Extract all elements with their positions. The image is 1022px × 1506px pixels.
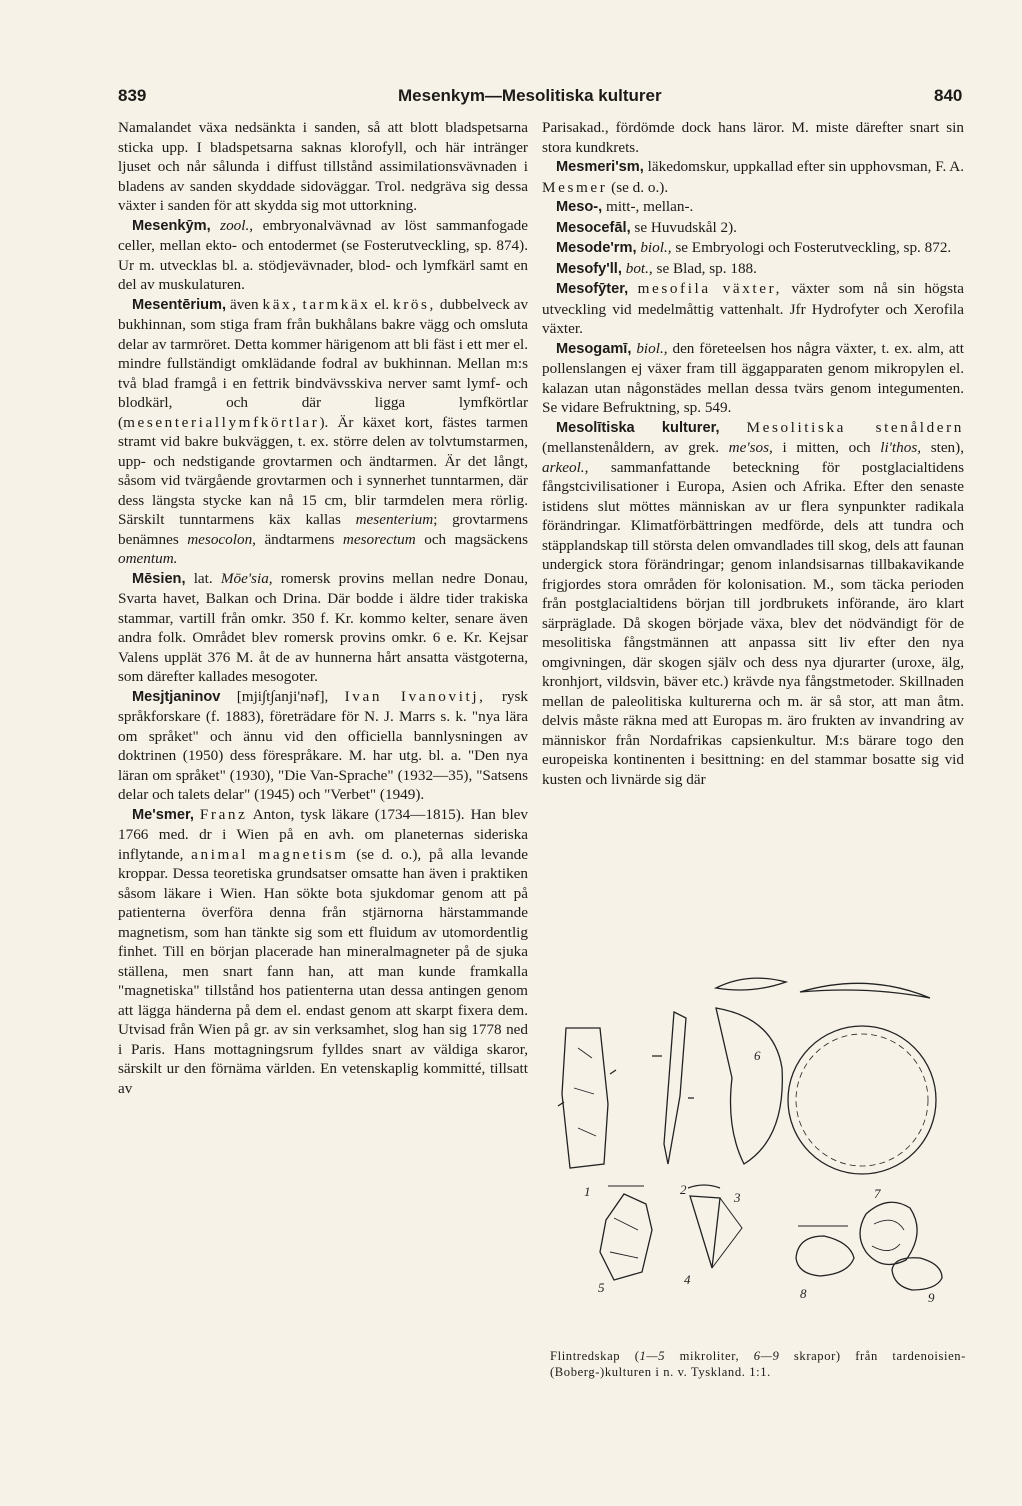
headword: Mesjtjaninov (132, 688, 221, 705)
running-title: Mesenkym—Mesolitiska kulturer (398, 86, 662, 105)
entry-mesenkym (118, 216, 528, 295)
field-tag: biol., (640, 239, 672, 256)
headword: Mesmeri'sm, (556, 159, 644, 175)
headword: Me'smer, (132, 806, 194, 823)
figure-label-2: 2 (680, 1182, 687, 1197)
entry-mesmer (118, 805, 528, 1099)
caption-italic: 1—5 (639, 1349, 666, 1363)
spaced-term: Ivan Ivanovitj, (344, 687, 486, 705)
figure-label-1: 1 (584, 1184, 591, 1199)
entry-mesoderm (542, 238, 964, 259)
italic-term: arkeol., (542, 458, 589, 476)
entry-mesocefal (542, 218, 964, 239)
figure-label-7: 7 (874, 1186, 881, 1201)
entry-mesofyter (542, 279, 964, 339)
flint-tools-figure (548, 968, 968, 1304)
entry-text: mitt-, mellan-. (606, 198, 694, 215)
entry-text: i mitten, och (782, 439, 871, 456)
headword: Mēsien, (132, 570, 186, 587)
entry-continuation: Parisakad., fördömde dock hans läror. M. miste därefter snart sin stora kundkrets. (542, 119, 964, 156)
headword: Mesofy'll, (556, 260, 622, 277)
italic-term: mesorectum (342, 530, 416, 548)
tool-8-drawing (796, 1236, 854, 1276)
headword: Meso-, (556, 199, 603, 215)
entry-text: läkedomskur, uppkallad efter sin upphovsman, F. A. (647, 158, 965, 175)
italic-term: me'sos, (728, 439, 773, 456)
caption-text: mikroliter, (665, 1349, 754, 1363)
entry-mesien (118, 569, 528, 687)
entry-meso (542, 197, 964, 218)
entry-text: romersk provins mellan nedre Donau, Svarta havet, Balkan och Drina. Där bodde i äldre tider trakiska stammar, vartill från omkr. 350 f. Kr. kommo kelter, senare även andra folk. Området blev romersk provins omkr. 6 e. Kr. Kejsar Valens upplät 376 M. åt de av hunnerna hårt ansatta västgoterna, som därefter kallades mesogoter. (118, 569, 529, 685)
headword: Mesofȳter, (556, 281, 629, 297)
italic-term: mesenterium (355, 511, 434, 528)
entry-text: , ändtarmens (252, 530, 335, 548)
entry-text: och magsäckens (424, 530, 528, 548)
entry-text: (se d. o.). (611, 178, 669, 196)
tool-5-drawing (600, 1194, 652, 1280)
section-lines-drawing (608, 1186, 848, 1226)
spaced-term: käx, (262, 295, 299, 313)
tool-7-retouch-drawing (872, 1220, 904, 1250)
entry-text: (se d. o.), på alla levande kroppar. Dessa teoretiska grundsatser omsatte han även i praktiken såsom läkare i Wien. Han sökte bota sjukdomar genom att på patienterna överföra denna från stjärnorna härstammande magnetism, som han tänkte sig som ett fluidum av utomordentlig finhet. Till en början placerade han mineralmagneter på de sjuka ställena, men snart fann han, att man kunde framkalla "magnetiska" tillstånd hos patienterna utan dessa antingen genom att lägga händerna på dem el. endast genom att skarpt fixera dem. Utvisad från Wien på gr. av sin verksamhet, slog han sig 1778 ned i Paris. Hans mottagningsrum fylldes snart av väldiga skaror, särskilt ur den förnäma världen. En vetenskaplig kommitté, tillsatt av (118, 845, 529, 1097)
headword: Mesogamī, (556, 340, 632, 357)
headword: Mesocefāl, (556, 219, 631, 236)
figure-caption (550, 1348, 966, 1380)
tool-8-profile-drawing (800, 983, 930, 998)
italic-term: omentum. (118, 550, 178, 567)
caption-text: skrapor) från tardenoisien- (Boberg-)kulturen i n. v. Tyskland. 1:1. (550, 1349, 966, 1379)
field-tag: bot., (625, 259, 653, 277)
tool-1-retouch-drawing (574, 1048, 596, 1136)
headword: Mesentērium, (132, 296, 227, 313)
entry-text: dubbelveck av bukhinnan, som stiga fram från bukhålans bakre vägg och omsluta delar av tarmröret. Detta kommer härigenom att bli fäst i ett mer el. mindre fullständigt omklädande fodral av bukhinnan. Mellan m:s två blad framgå i en fettrik bindvävsskiva nerver samt lymf- och blodkärl, och där ligga lymfkörtlar ( (118, 295, 529, 431)
flint-tools-drawing (548, 968, 968, 1304)
figure-label-6: 6 (754, 1048, 761, 1063)
entry-text: sten), (930, 439, 965, 456)
entry-text: sammanfattande beteckning för postglacialtidens fångstcivilisationer i Europa, Asien och Afrika. Efter den senaste istidens slut möttes människan av ur flera synpunkter radikala förändringar. Klimatförbättringen medförde, dels att tundra och stäpplandskap till största delen omvandlades till skog, dels att faunan undergick stora förändringar; genom inlandsisarnas tillbakavikande frigjordes stora områden för kolonisation. M., som täcka perioden från postglacialtidens början till jordbrukets införande, äro klart särpräglade. Då skogen började växa, blev det nödvändigt för de mesolitiska fångstmännen att anpassa sitt liv efter den nya omgivningen, där skogen själv och dess nya djurarter (uroxe, älg, kronhjort, vildsvin, bäver etc.) krävde nya fångstmetoder. Skillnaden mellan de paleolitiska kulturerna och m. är så stor, att man åtm. delvis måste räkna med att Europas m. äro frukten av invandring av människor från Nordafrikas capsienkultur. M:s bärare togo den europeiska kontinenten i besittning: en del stammar bosatte sig vid kusten och livnärde sig där (542, 458, 965, 788)
pronunciation: [mji∫t∫anji'nəf], (236, 687, 329, 705)
figure-label-8: 8 (800, 1286, 807, 1301)
caption-italic: 6—9 (753, 1349, 780, 1363)
spaced-term: Franz (199, 805, 248, 823)
figure-label-4: 4 (684, 1272, 691, 1287)
spaced-term: animal magnetism (191, 845, 349, 863)
page-number-right: 840 (934, 86, 963, 105)
figure-label-3: 3 (734, 1190, 741, 1205)
tool-6-retouch-drawing (796, 1034, 928, 1166)
spaced-term: mesofila växter, (637, 280, 783, 297)
caption-text: Flintredskap ( (550, 1349, 640, 1363)
tool-6-section-drawing (716, 978, 786, 990)
entry-mesofyll (542, 259, 964, 280)
entry-text: se Blad, sp. 188. (656, 259, 757, 277)
entry-continuation: Namalandet växa nedsänkta i sanden, så att blott bladspetsarna sticka upp. I bladspetsarna saknas klorofyll, och här intränger ljuset och når sålunda i diffust tillstånd assimilationsvävnaden i bladens av sanden skyddade sidoväggar. Trol. nedgräva sig dessa växter i sanden för att skydda sig mot uttorkning. (118, 119, 528, 214)
spaced-term: tarmkäx (302, 295, 371, 313)
entry-body: embryonalvävnad av löst sammanfogade celler, mellan ekto- och entodermet (se Fosterutveckling, sp. 874). Ur m. utvecklas bl. a. stödjevävnader, blod- och lymfkärl samt en del av muskulaturen. (118, 216, 529, 293)
spaced-term: Mesolitiska stenåldern (746, 418, 964, 436)
entry-text: el. (374, 295, 390, 313)
tool-2-section-drawing (688, 1185, 720, 1188)
tool-5-retouch-drawing (610, 1218, 638, 1258)
italic-term: li'thos, (880, 439, 922, 456)
spaced-term: Mesmer (542, 178, 608, 196)
tool-2-arrows-drawing (652, 1056, 694, 1098)
entry-text: se Huvudskål 2). (634, 218, 737, 236)
headword: Mesolītiska kulturer, (556, 419, 720, 436)
field-tag: zool., (220, 216, 254, 234)
entry-mesogami (542, 339, 964, 418)
entry-mesmerism (542, 157, 964, 197)
entry-text: (mellanstenåldern, av grek. (542, 439, 720, 456)
spaced-term: mesenteriallymfkörtlar (123, 413, 320, 431)
figure-label-5: 5 (598, 1280, 605, 1295)
italic-term: mesocolon (187, 530, 253, 548)
entry-text: även (229, 295, 259, 313)
entry-text: lat. (193, 569, 213, 587)
entry-text: växter som nå sin högsta utveckling vid medelmåttig vattenhalt. Jfr Hydrofyter och Xerofila växter. (542, 280, 965, 337)
right-column (542, 118, 964, 789)
entry-mesenterium (118, 295, 528, 569)
tool-4-drawing (690, 1196, 720, 1268)
spaced-term: krös, (393, 295, 436, 313)
tool-7-drawing (860, 1202, 917, 1264)
tool-6-side-drawing (716, 1008, 782, 1164)
tool-6-scraper-drawing (788, 1026, 936, 1174)
figure-label-9: 9 (928, 1290, 935, 1304)
headword: Mesode'rm, (556, 240, 637, 256)
entry-text: se Embryologi och Fosterutveckling, sp. 872. (675, 239, 952, 256)
entry-text: rysk språkforskare (f. 1883), företrädare för N. J. Marrs s. k. "nya lära om språket" och ännu vid den officiella bannlysningen av doktrinen (1950) dess förespråkare. M. har utg. bl. a. "Den nya läran om språket" (1930), "Die Van-Sprache" (1932—35), "Satsens delar och talets delar" (1945) och "Verbet" (1949). (118, 687, 529, 803)
entry-text: ; grovtarmens benämnes (118, 511, 529, 548)
entry-mesjtjaninov (118, 687, 528, 805)
left-column (118, 118, 528, 1098)
entry-mesolitiska-kulturer (542, 418, 964, 790)
entry-text: den företeelsen hos några växter, t. ex. alm, att pollenslangen ej växer fram till äggapparaten genom mikropylen el. kalazan utan någonstädes mellan dessa tvärs genom integumenten. Se vidare Befruktning, sp. 549. (542, 339, 965, 416)
tool-2-drawing (664, 1012, 686, 1164)
page-number-left: 839 (118, 86, 147, 105)
field-tag: biol., (636, 339, 668, 357)
entry-text: Anton, tysk läkare (1734—1815). Han blev 1766 med. dr i Wien på en avh. om planeternas sideriska inflytande, (118, 805, 529, 863)
entry-text: ). Är käxet kort, fästes tarmen stramt vid bakre bukväggen, t. ex. större delen av tolvtumstarmen, upp- och nedstigande grovtarmen och ändtarmen. Är det långt, såsom vid tvärgående grovtarmen och i synnerhet tunntarmen, där dess längsta stycke kan nå 15 cm, blir tarmdelen mera rörlig. Särskilt tunntarmens käx kallas (118, 413, 528, 528)
tool-1-drawing (562, 1028, 608, 1168)
headword: Mesenkȳm, (132, 217, 211, 234)
italic-term: Mōe'sia, (220, 569, 273, 587)
